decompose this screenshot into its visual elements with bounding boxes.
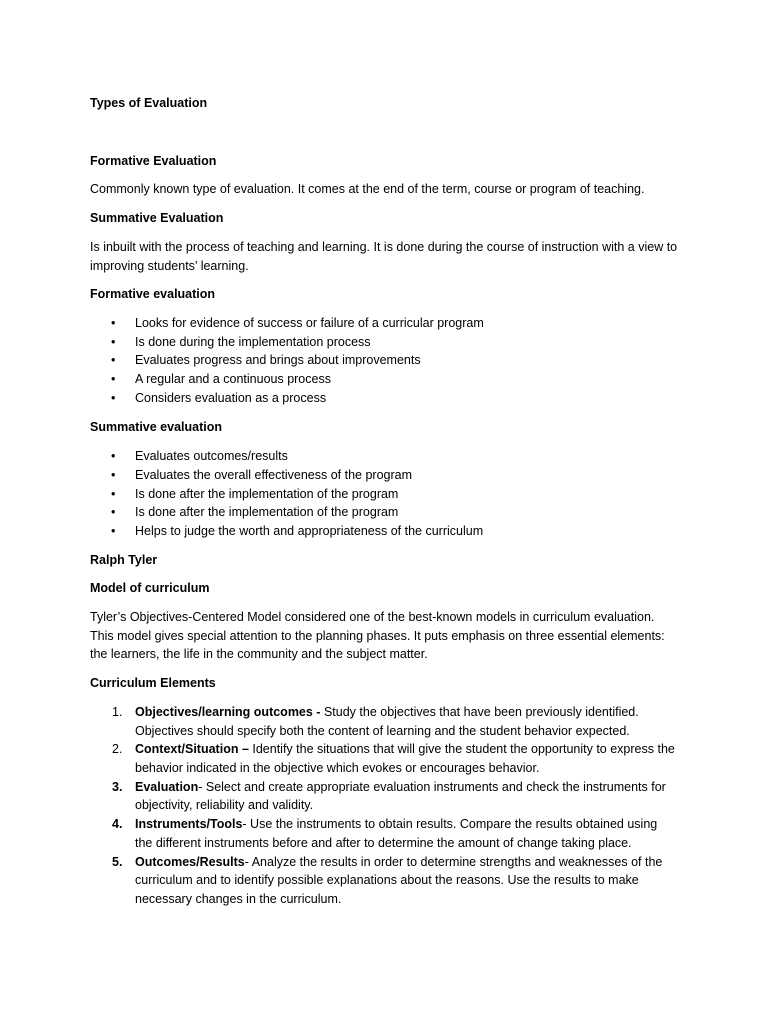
element-description: Study the objectives that have been previously identified. Objectives should specify both the content of learning and the student behavior expected. [135,704,639,738]
element-description: - Use the instruments to obtain results. Compare the results obtained using the different instruments before and after to determine the amount of change taking place. [135,817,658,850]
section-heading-curriculum-elements: Curriculum Elements [90,676,216,691]
bullet-icon: • [111,486,116,501]
element-description: - Analyze the results in order to determine strengths and weaknesses of the curriculum and to identify possible explanations about the reasons. Use the results to make necessary changes in the curriculum. [135,854,663,906]
element-term: Context/Situation – [135,742,253,757]
bullet-icon: • [111,315,116,330]
list-item-text: Looks for evidence of success or failure of a curricular program [135,315,484,330]
list-item-text: Evaluates the overall effectiveness of the program [135,467,413,482]
list-item [90,485,678,504]
list-item-text: A regular and a continuous process [135,372,331,387]
bullet-icon: • [111,353,116,368]
curriculum-elements-list [90,703,678,909]
element-description: Identify the situations that will give the student the opportunity to express the behavior indicated in the objective which evokes or encourages behavior. [135,742,675,775]
list-item-text: Evaluates progress and brings about improvements [135,353,421,368]
element-term: Objectives/learning outcomes - [135,704,324,719]
list-item-text: Evaluates outcomes/results [135,449,288,464]
bullet-icon: • [111,334,116,349]
element-term: Evaluation [135,779,199,794]
list-number: 3. [112,779,123,794]
list-item [90,314,678,333]
list-item-text: Is done after the implementation of the program [135,486,399,501]
bullet-icon: • [111,523,116,538]
bullet-icon: • [111,372,116,387]
bullet-icon: • [111,467,116,482]
document-title: Types of Evaluation [90,96,208,110]
list-item-text: Helps to judge the worth and appropriateness of the curriculum [135,523,484,538]
document-body [90,94,678,909]
element-description: - Select and create appropriate evaluation instruments and check the instruments for objectivity, reliability and validity. [135,779,666,813]
list-item [90,447,678,466]
paragraph-tyler-model: Tyler’s Objectives-Centered Model considered one of the best-known models in curriculum evaluation. This model gives special attention to the planning phases. It puts emphasis on three essential elements: the learners, the life in the community and the subject matter. [90,610,665,662]
list-item [90,703,678,740]
list-heading-summative: Summative evaluation [90,420,222,435]
list-item [90,778,678,815]
section-heading-ralph-tyler: Ralph Tyler [90,552,158,567]
summative-bullet-list [90,447,678,541]
formative-bullet-list [90,314,678,408]
list-number: 2. [112,742,123,757]
list-item [90,389,678,408]
list-item [90,853,678,909]
list-item-text: Considers evaluation as a process [135,390,327,405]
list-heading-formative: Formative evaluation [90,287,216,302]
element-term: Outcomes/Results [135,854,245,869]
list-item [90,333,678,352]
section-heading-summative-evaluation: Summative Evaluation [90,211,224,226]
paragraph-formative-description: Commonly known type of evaluation. It comes at the end of the term, course or program of teaching. [90,182,645,197]
list-item-text: Is done after the implementation of the program [135,505,399,520]
bullet-icon: • [111,505,116,520]
list-item [90,351,678,370]
list-number: 5. [112,854,123,869]
section-heading-formative-evaluation: Formative Evaluation [90,153,217,168]
paragraph-summative-description: Is inbuilt with the process of teaching and learning. It is done during the course of instruction with a view to improving students’ learning. [90,239,678,273]
list-number: 4. [112,817,123,832]
list-number: 1. [112,704,123,719]
bullet-icon: • [111,449,116,464]
element-term: Instruments/Tools [135,817,243,832]
list-item [90,466,678,485]
list-item [90,522,678,541]
list-item [90,503,678,522]
section-heading-model-of-curriculum: Model of curriculum [90,581,210,596]
list-item [90,740,678,777]
list-item-text: Is done during the implementation process [135,334,371,349]
list-item [90,815,678,852]
list-item [90,370,678,389]
bullet-icon: • [111,390,116,405]
